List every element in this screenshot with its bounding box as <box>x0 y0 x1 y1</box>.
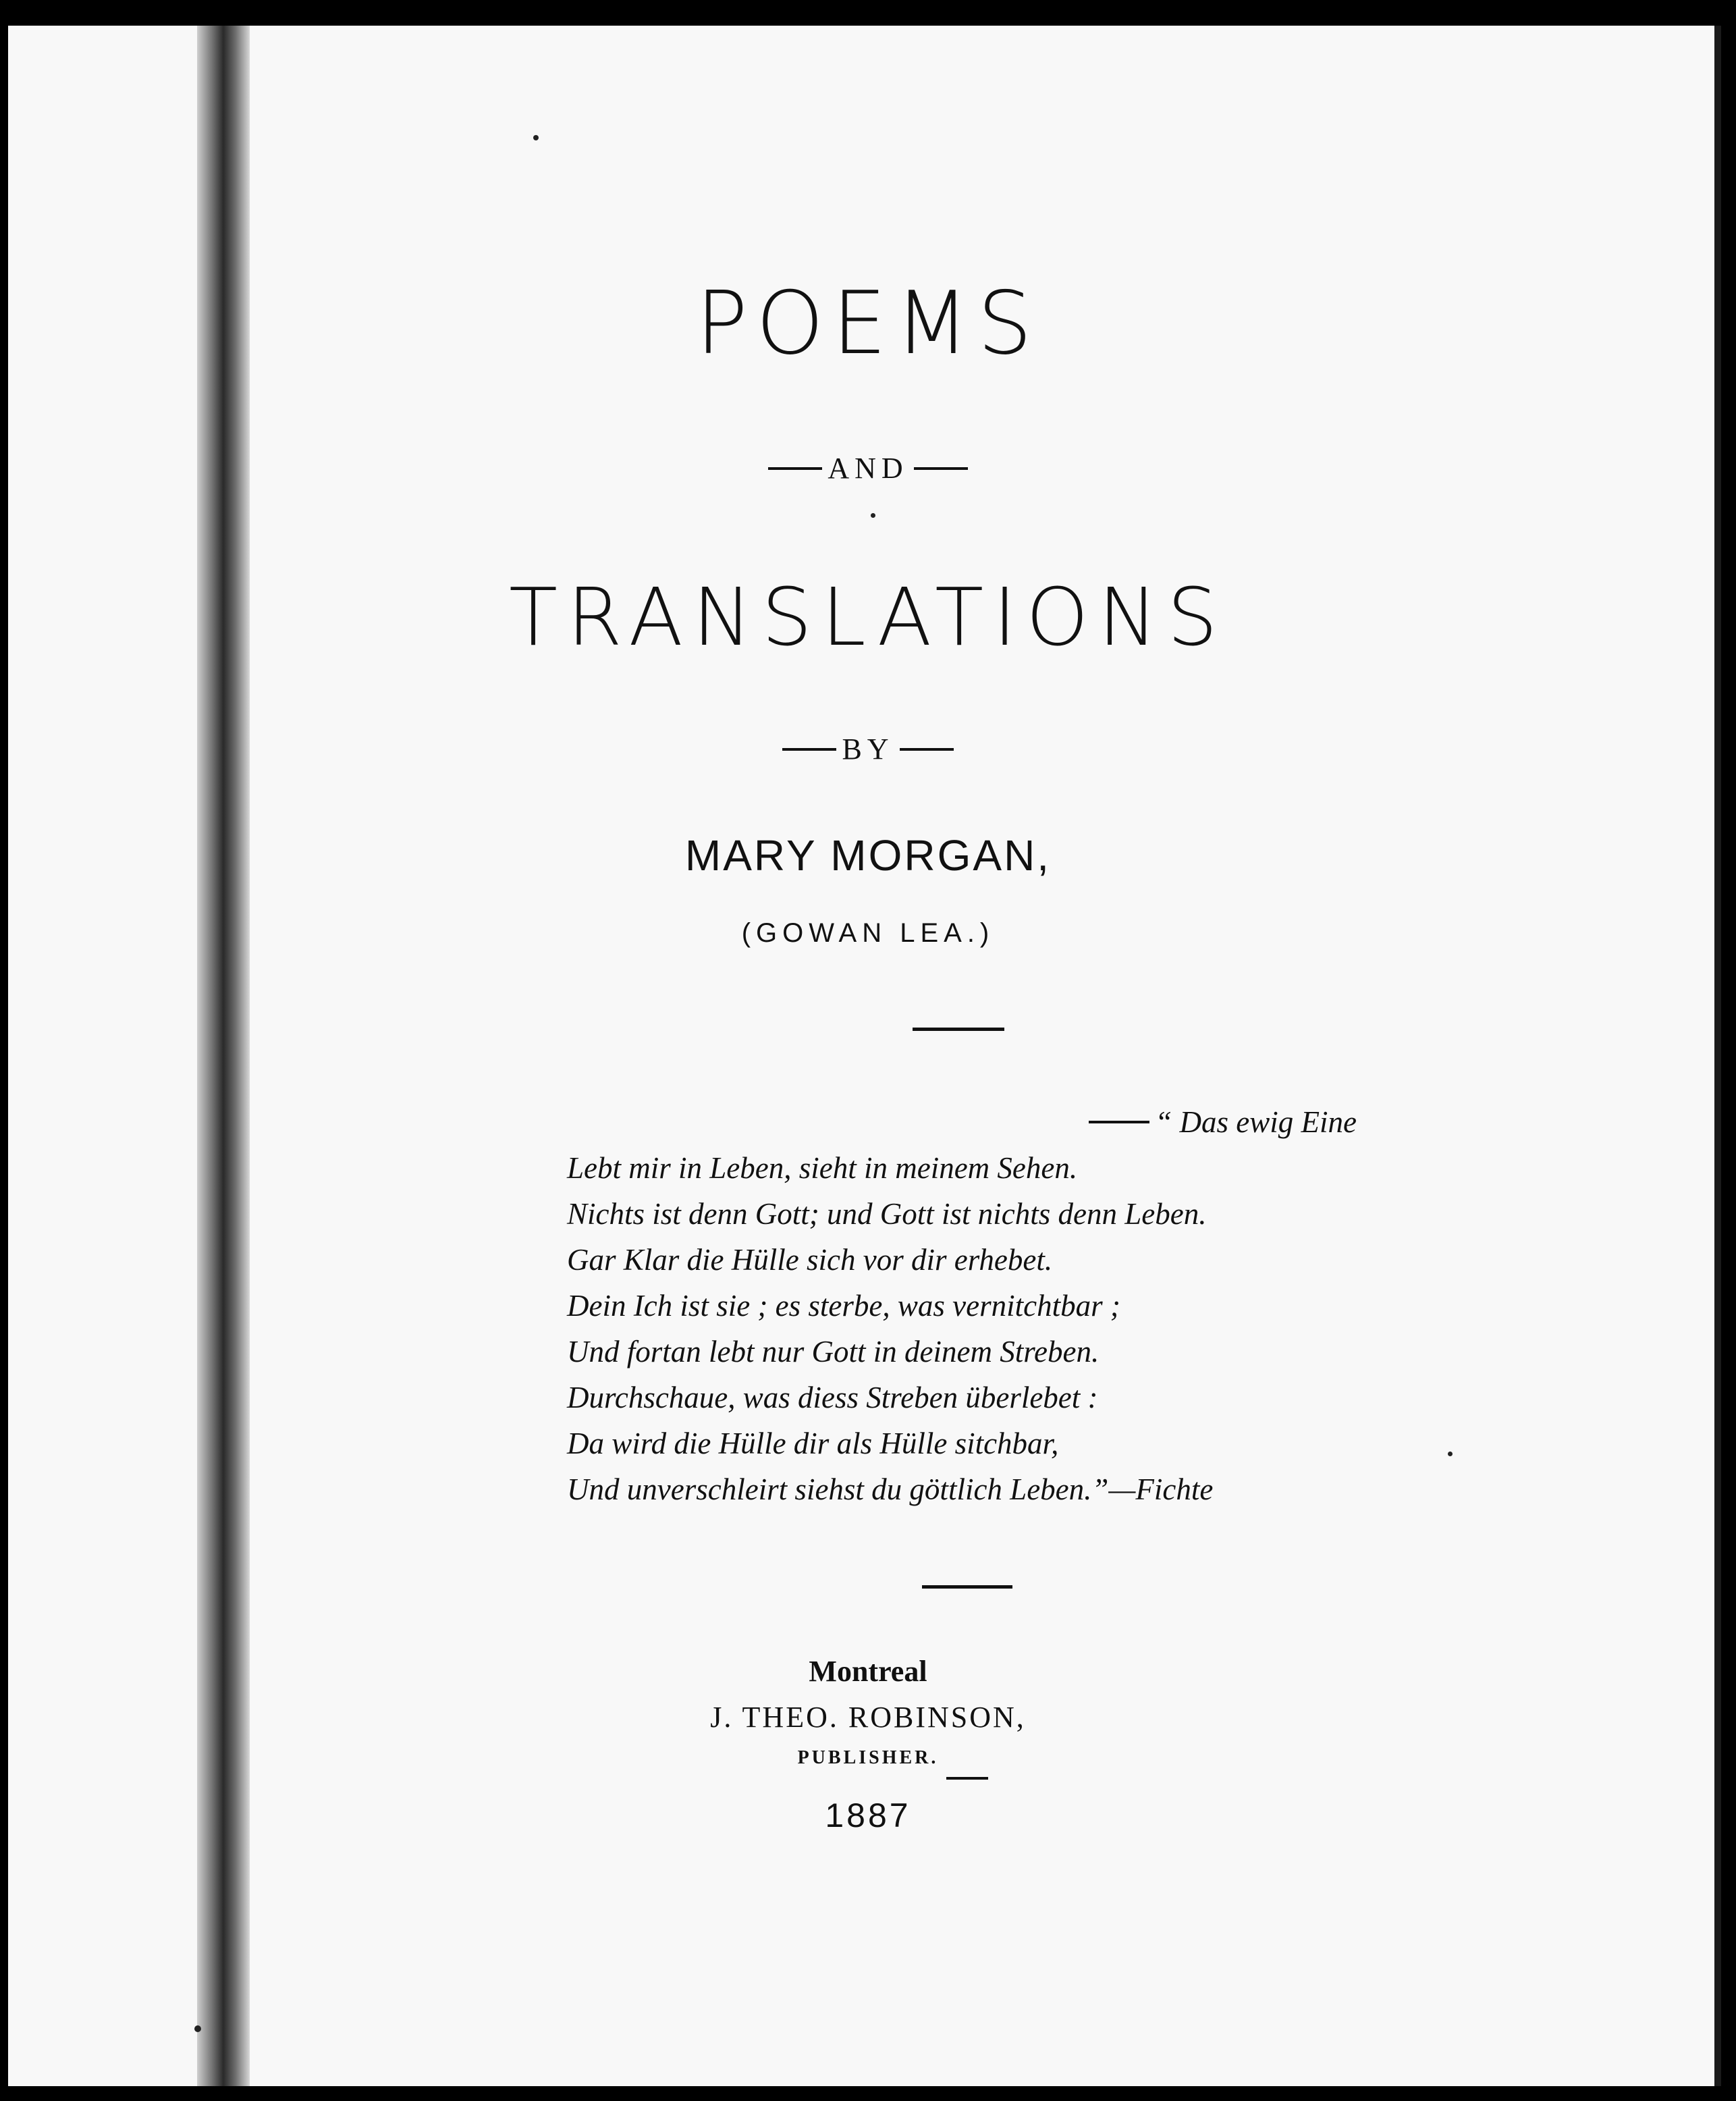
print-speck <box>871 513 875 518</box>
dash-right <box>914 467 968 470</box>
connector-and <box>0 451 1736 485</box>
epigraph-line: Nichts ist denn Gott; und Gott ist nichts denn Leben. <box>567 1197 1207 1231</box>
divider-rule-2 <box>922 1585 1012 1589</box>
epigraph-line: Durchschaue, was diess Streben überlebet : <box>567 1381 1098 1414</box>
epigraph-line: Gar Klar die Hülle sich vor dir erhebet. <box>567 1243 1053 1277</box>
epigraph-line: Und fortan lebt nur Gott in deinem Streben. <box>567 1335 1100 1368</box>
title-translations: TRANSLATIONS <box>508 570 1228 664</box>
dash-left <box>768 467 822 470</box>
pseudonym: (GOWAN LEA.) <box>741 918 995 948</box>
print-speck <box>1448 1452 1453 1456</box>
imprint-year: 1887 <box>825 1797 911 1834</box>
dash-left <box>782 748 836 751</box>
epigraph-line: Da wird die Hülle dir als Hülle sitchbar, <box>567 1427 1059 1460</box>
connector-and-text: AND <box>828 452 908 485</box>
epigraph-first-line <box>567 1099 1377 1145</box>
epigraph-line: Lebt mir in Leben, sieht in meinem Sehen. <box>567 1151 1078 1185</box>
epigraph-last-line: Und unverschleirt siehst du göttlich Leben.”—Fichte <box>567 1472 1214 1506</box>
connector-by <box>0 732 1736 766</box>
divider-rule-1 <box>913 1028 1004 1031</box>
connector-by-text: BY <box>842 733 894 766</box>
title-poems: POEMS <box>695 273 1041 374</box>
divider-rule-3 <box>946 1777 988 1780</box>
print-speck <box>533 135 539 140</box>
epigraph <box>567 1099 1377 1512</box>
epigraph-lead-dash <box>1089 1121 1149 1123</box>
imprint-publisher: J. THEO. ROBINSON, <box>710 1701 1026 1734</box>
epigraph-line: Dein Ich ist sie ; es sterbe, was vernitchtbar ; <box>567 1289 1120 1323</box>
author-name: MARY MORGAN, <box>684 831 1052 880</box>
imprint-role: PUBLISHER. <box>797 1747 939 1768</box>
print-speck <box>194 2025 201 2032</box>
epigraph-first-line-text: “ Das ewig Eine <box>1155 1105 1357 1139</box>
imprint-city: Montreal <box>809 1655 927 1688</box>
dash-right <box>900 748 954 751</box>
